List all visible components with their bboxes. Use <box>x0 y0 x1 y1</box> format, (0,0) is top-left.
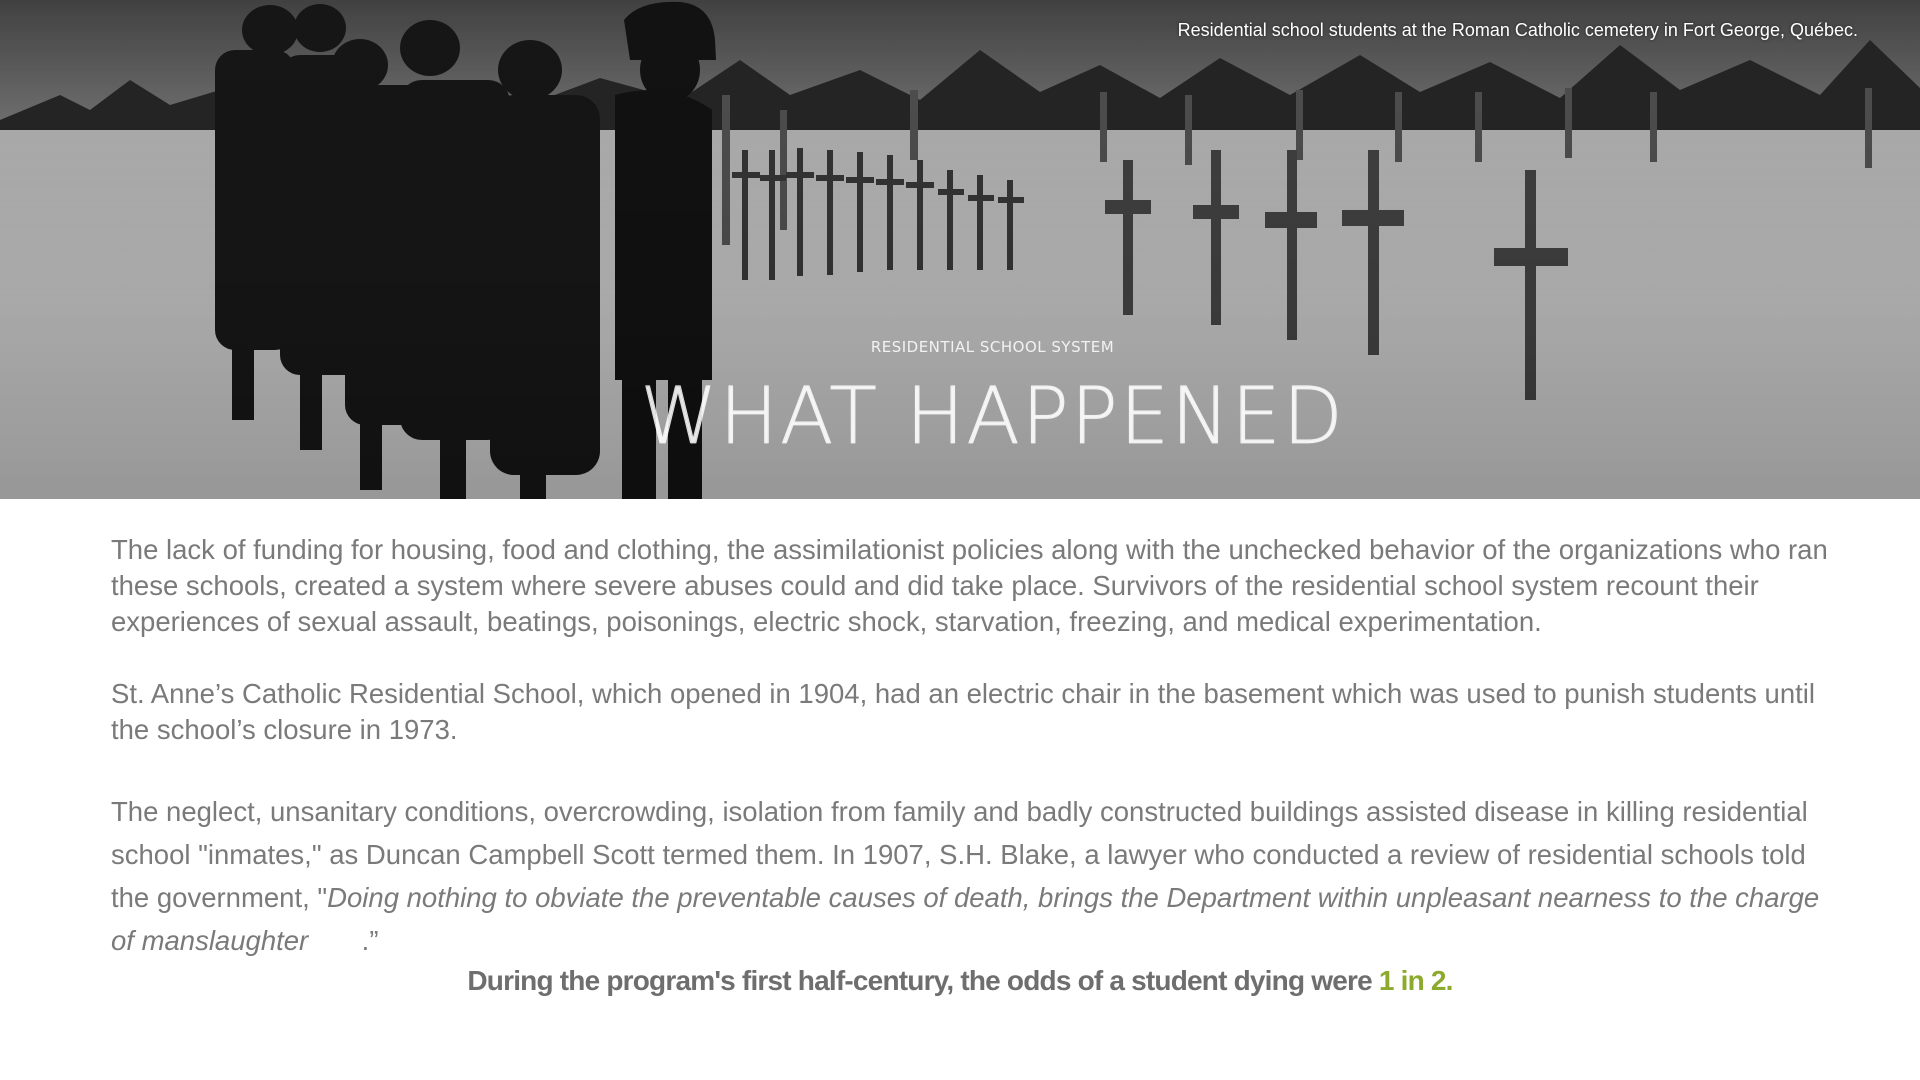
closing-highlight: 1 in 2. <box>1378 965 1453 996</box>
paragraph-disease <box>111 790 1831 962</box>
hero-photo <box>0 0 1920 499</box>
paragraph-abuses: The lack of funding for housing, food and clothing, the assimilationist policies along with the unchecked behavior of the organizations who ran these schools, created a system where severe abuses could and did take place. Survivors of the residential school system recount their experiences of sexual assault, beatings, poisonings, electric shock, starvation, freezing, and medical experimentation. <box>111 534 1828 637</box>
closing-statement <box>0 965 1920 997</box>
paragraph-disease-lead: The neglect, unsanitary conditions, overcrowding, isolation from family and badly constructed buildings assisted disease in killing residential school "inmates," as Duncan Campbell Scott termed them. In 1907, S.H. Blake, a lawyer who conducted a review of residential schools told the government, " <box>111 796 1808 913</box>
photo-caption: Residential school students at the Roman Catholic cemetery in Fort George, Québec. <box>1177 20 1858 40</box>
section-kicker: RESIDENTIAL SCHOOL SYSTEM <box>870 338 1115 356</box>
closing-lead: During the program's first half-century, the odds of a student dying were <box>467 965 1379 996</box>
page-title: WHAT HAPPENED <box>640 372 1345 462</box>
paragraph-disease-end: .” <box>308 925 379 956</box>
blake-quote: Doing nothing to obviate the preventable causes of death, brings the Department within unpleasant nearness to the charge of manslaughter <box>111 882 1820 956</box>
paragraph-st-annes: St. Anne’s Catholic Residential School, which opened in 1904, had an electric chair in the basement which was used to punish students until the school’s closure in 1973. <box>111 678 1816 745</box>
